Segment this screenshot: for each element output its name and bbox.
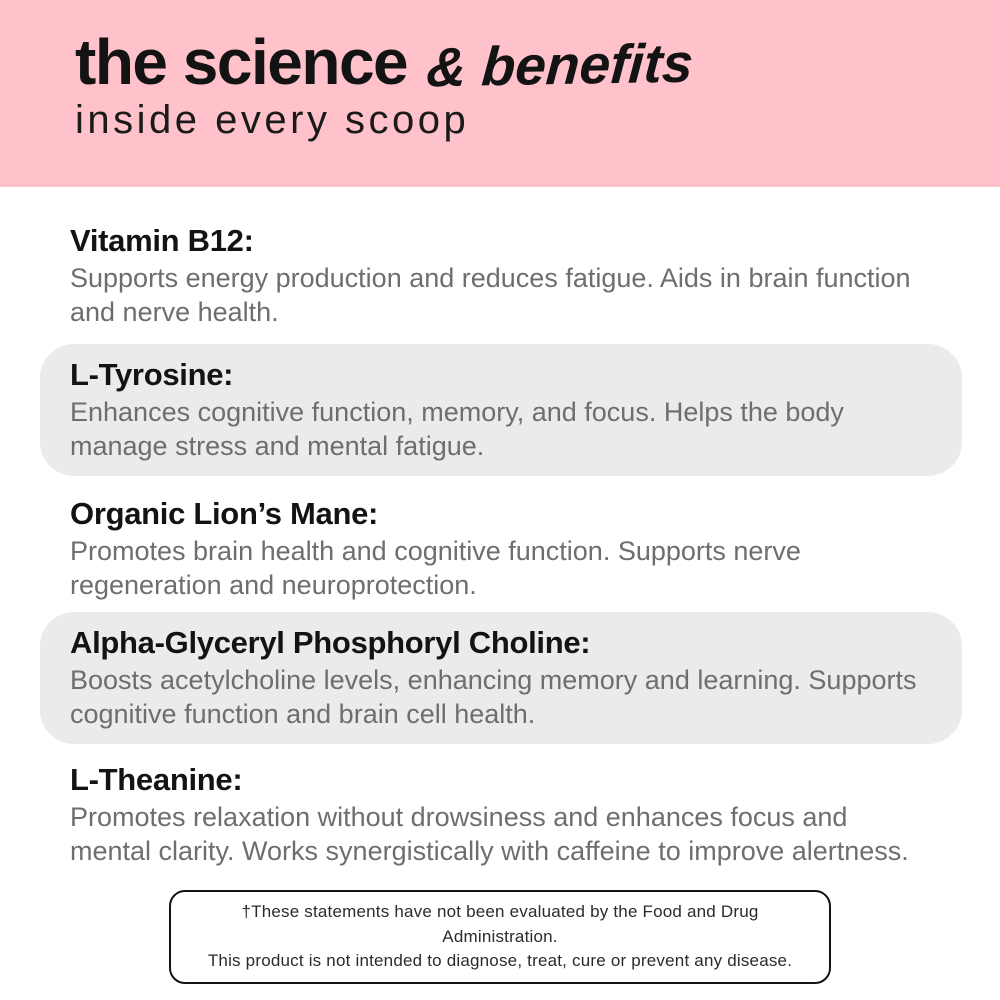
ingredient-description: Supports energy production and reduces fatigue. Aids in brain function and nerve health. — [70, 263, 911, 327]
title-script-text: & benefits — [424, 31, 696, 99]
ingredient-section-lions-mane — [40, 496, 962, 602]
ingredient-description: Promotes relaxation without drowsiness and enhances focus and mental clarity. Works synergistically with caffeine to improve alertness. — [70, 802, 909, 866]
ingredient-description: Promotes brain health and cognitive function. Supports nerve regeneration and neuroprotection. — [70, 536, 801, 600]
fda-disclaimer-box — [169, 890, 831, 984]
ingredient-name: Organic Lion’s Mane: — [70, 496, 379, 531]
ingredient-description: Boosts acetylcholine levels, enhancing memory and learning. Supports cognitive function and brain cell health. — [70, 665, 917, 729]
header-banner — [0, 0, 1000, 187]
ingredient-list — [0, 187, 1000, 984]
ingredient-section-vitamin-b12 — [40, 223, 962, 329]
ingredient-name: Alpha-Glyceryl Phosphoryl Choline: — [70, 625, 591, 660]
disclaimer-line-1: †These statements have not been evaluated by the Food and Drug Administration. — [241, 902, 759, 946]
ingredient-section-l-theanine — [40, 762, 962, 868]
page-title — [75, 26, 1000, 99]
title-bold-text: the science — [75, 26, 408, 98]
page-subtitle: inside every scoop — [75, 98, 470, 142]
ingredient-name: Vitamin B12: — [70, 223, 254, 258]
ingredient-section-l-tyrosine — [40, 344, 962, 476]
disclaimer-line-2: This product is not intended to diagnose, treat, cure or prevent any disease. — [207, 951, 793, 971]
ingredient-section-alpha-gpc — [40, 612, 962, 744]
ingredient-name: L-Tyrosine: — [70, 357, 234, 392]
ingredient-name: L-Theanine: — [70, 762, 243, 797]
ingredient-description: Enhances cognitive function, memory, and focus. Helps the body manage stress and mental fatigue. — [70, 397, 844, 461]
